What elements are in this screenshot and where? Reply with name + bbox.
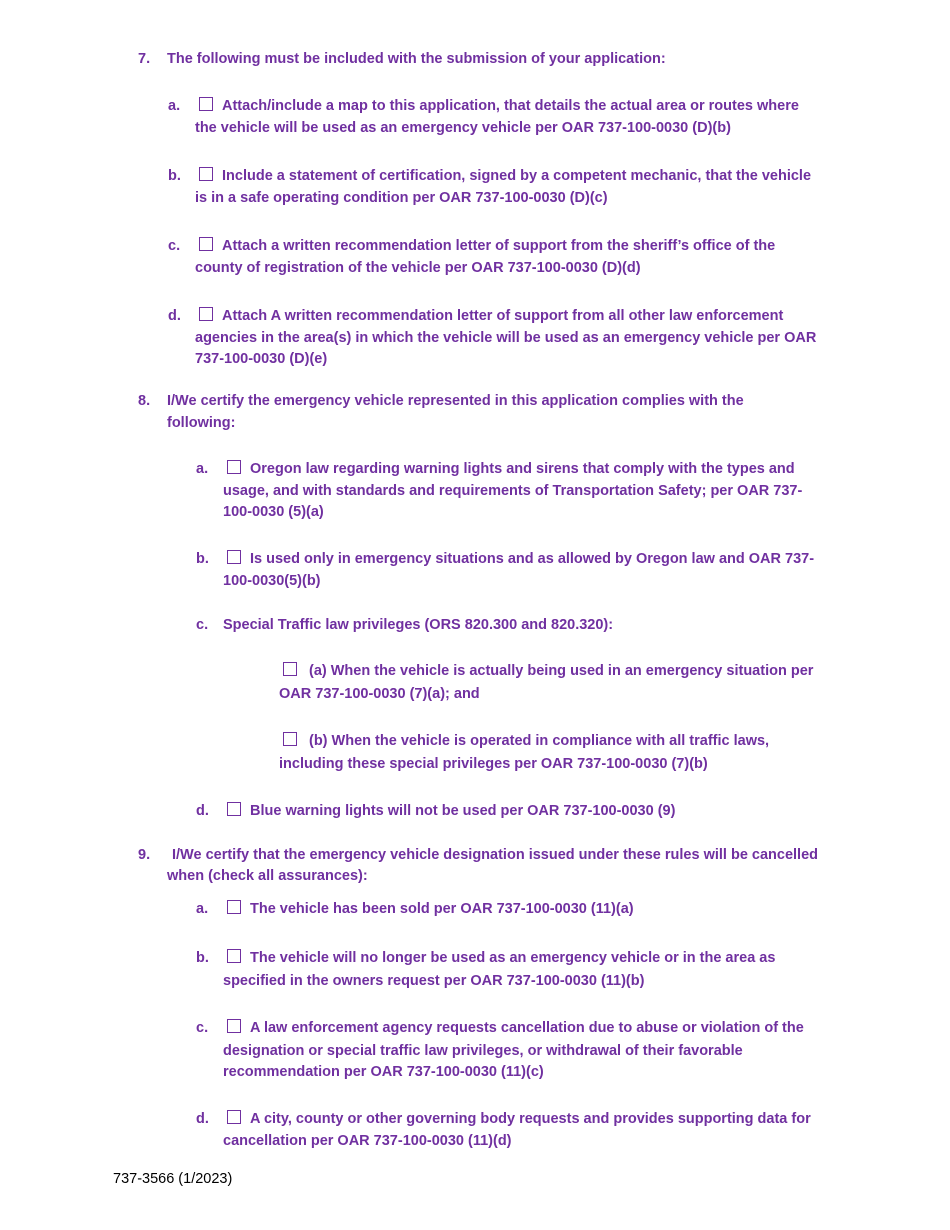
item-9c-line-3: recommendation per OAR 737-100-0030 (11)(c) bbox=[223, 1064, 544, 1080]
form-number: 737-3566 (1/2023) bbox=[113, 1171, 233, 1187]
item-8c-a-line-2: OAR 737-100-0030 (7)(a); and bbox=[279, 686, 480, 702]
item-7a-line-1: Attach/include a map to this application, that details the actual area or routes where bbox=[222, 98, 799, 114]
item-8c-marker: c. bbox=[196, 617, 209, 633]
section-8-number: 8. bbox=[138, 393, 151, 409]
item-9c-line-1: A law enforcement agency requests cancellation due to abuse or violation of the bbox=[250, 1020, 804, 1036]
item-7d-line-2: agencies in the area(s) in which the vehicle will be used as an emergency vehicle per OAR bbox=[195, 330, 817, 346]
item-7d-line-1: Attach A written recommendation letter of support from all other law enforcement bbox=[222, 308, 784, 324]
item-7d-marker: d. bbox=[168, 308, 181, 324]
item-8c-b-line-1: (b) When the vehicle is operated in compliance with all traffic laws, bbox=[309, 733, 770, 749]
item-8a-line-1: Oregon law regarding warning lights and sirens that comply with the types and bbox=[250, 461, 795, 477]
item-7c-line-1: Attach a written recommendation letter of support from the sheriff’s office of the bbox=[222, 238, 776, 254]
item-7c-marker: c. bbox=[168, 238, 181, 254]
item-8a-marker: a. bbox=[196, 461, 209, 477]
checkbox-7b[interactable] bbox=[199, 167, 213, 181]
checkbox-9b[interactable] bbox=[227, 949, 241, 963]
section-7-number: 7. bbox=[138, 51, 151, 67]
checkbox-9d[interactable] bbox=[227, 1110, 241, 1124]
item-9d-line-2: cancellation per OAR 737-100-0030 (11)(d) bbox=[223, 1133, 512, 1149]
section-8-title-line-2: following: bbox=[167, 415, 236, 431]
item-8b-line-2: 100-0030(5)(b) bbox=[223, 573, 321, 589]
checkbox-8b[interactable] bbox=[227, 550, 241, 564]
section-9-number: 9. bbox=[138, 847, 151, 863]
item-8d-marker: d. bbox=[196, 803, 209, 819]
item-8d-line-1: Blue warning lights will not be used per OAR 737-100-0030 (9) bbox=[250, 803, 676, 819]
checkbox-8c-b[interactable] bbox=[283, 732, 297, 746]
item-9b-line-2: specified in the owners request per OAR 737-100-0030 (11)(b) bbox=[223, 973, 645, 989]
item-8a-line-3: 100-0030 (5)(a) bbox=[223, 504, 324, 520]
item-9c-line-2: designation or special traffic law privileges, or withdrawal of their favorable bbox=[223, 1043, 743, 1059]
checkbox-8c-a[interactable] bbox=[283, 662, 297, 676]
section-8-title-line-1: I/We certify the emergency vehicle represented in this application complies with the bbox=[167, 393, 744, 409]
section-7-title: The following must be included with the submission of your application: bbox=[167, 51, 666, 67]
item-8b-marker: b. bbox=[196, 551, 209, 567]
checkbox-7c[interactable] bbox=[199, 237, 213, 251]
item-7a-line-2: the vehicle will be used as an emergency vehicle per OAR 737-100-0030 (D)(b) bbox=[195, 120, 731, 136]
item-8c-a-line-1: (a) When the vehicle is actually being used in an emergency situation per bbox=[309, 663, 814, 679]
item-9c-marker: c. bbox=[196, 1020, 209, 1036]
item-9a-marker: a. bbox=[196, 901, 209, 917]
item-9a-line-1: The vehicle has been sold per OAR 737-100-0030 (11)(a) bbox=[250, 901, 634, 917]
item-9b-marker: b. bbox=[196, 950, 209, 966]
item-7b-marker: b. bbox=[168, 168, 181, 184]
checkbox-8d[interactable] bbox=[227, 802, 241, 816]
section-9-title-line-1: I/We certify that the emergency vehicle designation issued under these rules will be cancelled bbox=[172, 847, 819, 863]
item-8c-line-1: Special Traffic law privileges (ORS 820.300 and 820.320): bbox=[223, 617, 614, 633]
checkbox-9a[interactable] bbox=[227, 900, 241, 914]
checkbox-7d[interactable] bbox=[199, 307, 213, 321]
checkbox-8a[interactable] bbox=[227, 460, 241, 474]
item-7b-line-2: is in a safe operating condition per OAR 737-100-0030 (D)(c) bbox=[195, 190, 608, 206]
item-7c-line-2: county of registration of the vehicle per OAR 737-100-0030 (D)(d) bbox=[195, 260, 641, 276]
item-7a-marker: a. bbox=[168, 98, 181, 114]
item-7b-line-1: Include a statement of certification, signed by a competent mechanic, that the vehicle bbox=[222, 168, 812, 184]
item-7d-line-3: 737-100-0030 (D)(e) bbox=[195, 351, 328, 367]
item-9d-line-1: A city, county or other governing body requests and provides supporting data for bbox=[250, 1111, 811, 1127]
section-9-title-line-2: when (check all assurances): bbox=[167, 868, 368, 884]
item-9d-marker: d. bbox=[196, 1111, 209, 1127]
item-8a-line-2: usage, and with standards and requirements of Transportation Safety; per OAR 737- bbox=[223, 483, 803, 499]
checkbox-9c[interactable] bbox=[227, 1019, 241, 1033]
item-9b-line-1: The vehicle will no longer be used as an emergency vehicle or in the area as bbox=[250, 950, 776, 966]
item-8c-b-line-2: including these special privileges per OAR 737-100-0030 (7)(b) bbox=[279, 756, 708, 772]
checkbox-7a[interactable] bbox=[199, 97, 213, 111]
item-8b-line-1: Is used only in emergency situations and as allowed by Oregon law and OAR 737- bbox=[250, 551, 815, 567]
